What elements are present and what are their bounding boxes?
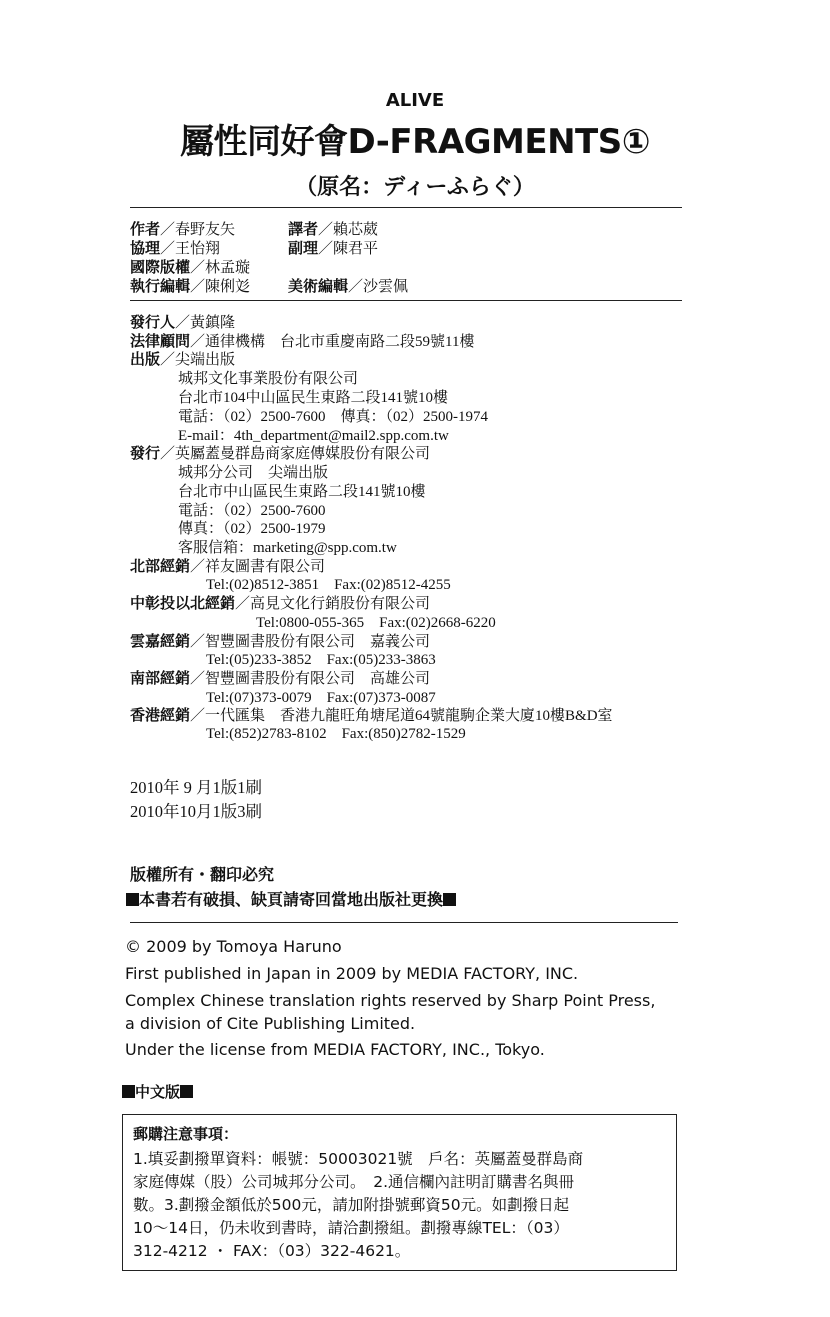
distributor-line: 城邦分公司 尖端出版 bbox=[178, 465, 329, 481]
credit-exec-editor: 執行編輯／陳俐彣 bbox=[130, 277, 251, 295]
central-north-value: 高見文化行銷股份有限公司 bbox=[250, 596, 431, 612]
credit-label: 美術編輯 bbox=[288, 277, 349, 295]
series-name: ALIVE bbox=[385, 90, 445, 111]
north-distributor: 北部經銷／祥友圖書有限公司 bbox=[130, 557, 326, 575]
credit-assistant-manager: 協理／王怡翔 bbox=[130, 239, 221, 257]
credit-author: 作者／春野友矢 bbox=[130, 220, 236, 238]
rights-notice: 版權所有・翻印必究 bbox=[130, 865, 275, 884]
press-label: 出版 bbox=[130, 350, 161, 368]
press-value: 尖端出版 bbox=[175, 352, 236, 368]
south-tel: Tel:(07)373-0079 Fax:(07)373-0087 bbox=[206, 690, 436, 706]
credit-value: 陳俐彣 bbox=[205, 277, 251, 295]
yunjia-distributor: 雲嘉經銷／智豐圖書股份有限公司 嘉義公司 bbox=[130, 632, 431, 650]
mail-order-line: 10～14日，仍未收到書時，請洽劃撥組。劃撥專線TEL：（03） bbox=[133, 1219, 569, 1237]
edition-label-text: 中文版 bbox=[135, 1083, 181, 1101]
press-line: 電話：（02）2500-7600 傳真：（02）2500-1974 bbox=[178, 409, 488, 425]
black-square-icon bbox=[126, 893, 139, 906]
original-name: （原名：ディーふらぐ） bbox=[295, 175, 535, 200]
hongkong-tel: Tel:(852)2783-8102 Fax:(850)2782-1529 bbox=[206, 726, 466, 742]
divider-top bbox=[130, 207, 682, 208]
distributor-value: 英屬蓋曼群島商家庭傳媒股份有限公司 bbox=[175, 446, 431, 462]
mail-order-line: 數。3.劃撥金額低於500元，請加附掛號郵資50元。如劃撥日起 bbox=[133, 1196, 570, 1214]
hongkong-distributor: 香港經銷／一代匯集 香港九龍旺角塘尾道64號龍駒企業大廈10樓B&D室 bbox=[130, 706, 613, 724]
credit-translator: 譯者／賴芯葳 bbox=[288, 220, 379, 238]
credit-label: 副理 bbox=[288, 239, 319, 257]
credit-rights: 國際版權／林孟璇 bbox=[130, 258, 251, 276]
press-line: E-mail：4th_department@mail2.spp.com.tw bbox=[178, 428, 449, 444]
press: 出版／尖端出版 bbox=[130, 350, 236, 368]
distributor-line: 電話：（02）2500-7600 bbox=[178, 503, 326, 519]
legal-label: 法律顧問 bbox=[130, 332, 191, 350]
issuer-label: 發行人 bbox=[130, 313, 176, 331]
edition-line: 2010年 9 月1版1刷 bbox=[130, 778, 262, 797]
black-square-icon bbox=[443, 893, 456, 906]
yunjia-value: 智豐圖書股份有限公司 嘉義公司 bbox=[205, 634, 431, 650]
credit-label: 執行編輯 bbox=[130, 277, 191, 295]
south-label: 南部經銷 bbox=[130, 669, 191, 687]
press-line: 台北市104中山區民生東路二段141號10樓 bbox=[178, 390, 449, 406]
yunjia-label: 雲嘉經銷 bbox=[130, 632, 191, 650]
legal-advisor: 法律顧問／通律機構 台北市重慶南路二段59號11樓 bbox=[130, 332, 475, 350]
divider-rights bbox=[130, 922, 678, 923]
issuer: 發行人／黃鎮隆 bbox=[130, 313, 236, 331]
copyright-line: © 2009 by Tomoya Haruno bbox=[125, 937, 342, 956]
south-value: 智豐圖書股份有限公司 高雄公司 bbox=[205, 671, 431, 687]
issuer-value: 黃鎮隆 bbox=[190, 315, 236, 331]
credit-deputy-manager: 副理／陳君平 bbox=[288, 239, 379, 257]
distributor-line: 台北市中山區民生東路二段141號10樓 bbox=[178, 484, 426, 500]
credit-label: 作者 bbox=[130, 220, 161, 238]
edition-label bbox=[122, 1081, 193, 1102]
mail-order-line: 家庭傳媒（股）公司城邦分公司。 2.通信欄內註明訂購書名與冊 bbox=[133, 1173, 575, 1191]
press-line: 城邦文化事業股份有限公司 bbox=[178, 371, 359, 387]
mail-order-box bbox=[122, 1114, 677, 1271]
distributor-label: 發行 bbox=[130, 444, 161, 462]
north-value: 祥友圖書有限公司 bbox=[205, 559, 326, 575]
north-tel: Tel:(02)8512-3851 Fax:(02)8512-4255 bbox=[206, 577, 451, 593]
copyright-line: First published in Japan in 2009 by MEDIA FACTORY, INC. bbox=[125, 964, 579, 983]
edition-line: 2010年10月1版3刷 bbox=[130, 802, 262, 821]
central-north-distributor: 中彰投以北經銷／高見文化行銷股份有限公司 bbox=[130, 594, 431, 612]
yunjia-tel: Tel:(05)233-3852 Fax:(05)233-3863 bbox=[206, 652, 436, 668]
credit-value: 林孟璇 bbox=[205, 258, 251, 276]
credit-value: 春野友矢 bbox=[175, 220, 236, 238]
central-north-tel: Tel:0800-055-365 Fax:(02)2668-6220 bbox=[256, 615, 496, 631]
credit-value: 陳君平 bbox=[333, 239, 379, 257]
mail-order-line: 1.填妥劃撥單資料：帳號：50003021號 戶名：英屬蓋曼群島商 bbox=[133, 1150, 584, 1168]
distributor-line: 客服信箱：marketing@spp.com.tw bbox=[178, 540, 397, 556]
distributor-line: 傳真：（02）2500-1979 bbox=[178, 521, 326, 537]
credit-art-editor: 美術編輯／沙雲佩 bbox=[288, 277, 409, 295]
credit-value: 賴芯葳 bbox=[333, 220, 379, 238]
black-square-icon bbox=[122, 1085, 135, 1098]
credit-value: 沙雲佩 bbox=[363, 277, 409, 295]
black-square-icon bbox=[180, 1085, 193, 1098]
copyright-line: a division of Cite Publishing Limited. bbox=[125, 1014, 416, 1033]
damage-notice bbox=[126, 887, 456, 910]
distributor: 發行／英屬蓋曼群島商家庭傳媒股份有限公司 bbox=[130, 444, 431, 462]
legal-value: 通律機構 台北市重慶南路二段59號11樓 bbox=[205, 334, 475, 350]
hongkong-value: 一代匯集 香港九龍旺角塘尾道64號龍駒企業大廈10樓B&D室 bbox=[205, 708, 613, 724]
mail-order-title: 郵購注意事項： bbox=[133, 1125, 239, 1143]
book-title: 屬性同好會D-FRAGMENTS① bbox=[179, 122, 651, 162]
copyright-line: Complex Chinese translation rights reserved by Sharp Point Press, bbox=[125, 991, 656, 1010]
damage-notice-text: 本書若有破損、缺頁請寄回當地出版社更換 bbox=[139, 890, 444, 909]
central-north-label: 中彰投以北經銷 bbox=[130, 594, 236, 612]
mail-order-line: 312-4212 ・ FAX：（03）322-4621。 bbox=[133, 1242, 411, 1260]
credit-label: 協理 bbox=[130, 239, 161, 257]
north-label: 北部經銷 bbox=[130, 557, 191, 575]
hongkong-label: 香港經銷 bbox=[130, 706, 191, 724]
divider-credits bbox=[130, 300, 682, 301]
copyright-line: Under the license from MEDIA FACTORY, INC., Tokyo. bbox=[125, 1040, 545, 1059]
south-distributor: 南部經銷／智豐圖書股份有限公司 高雄公司 bbox=[130, 669, 431, 687]
credit-label: 譯者 bbox=[288, 220, 319, 238]
credit-value: 王怡翔 bbox=[175, 239, 221, 257]
credit-label: 國際版權 bbox=[130, 258, 191, 276]
